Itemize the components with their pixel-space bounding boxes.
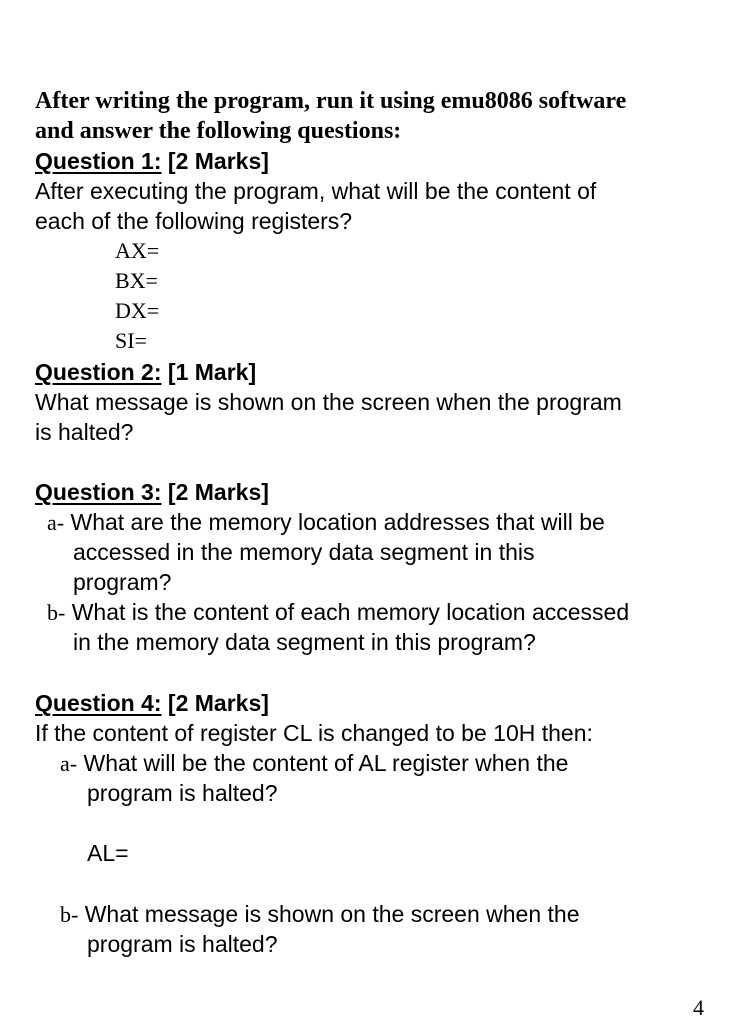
q4-part-a-line-2: program is halted? (87, 780, 278, 806)
q4-al-answer: AL= (87, 840, 129, 866)
q2-text-2: is halted? (35, 419, 134, 445)
q3-b-marker: b- (47, 600, 66, 625)
q3-a-marker: a- (47, 510, 65, 535)
q3-b-text-1: What is the content of each memory location accessed (71, 599, 630, 625)
q4-heading (35, 688, 269, 718)
q4-marks: [2 Marks] (167, 690, 269, 716)
register-ax: AX= (115, 238, 160, 263)
q4-a-marker: a- (60, 751, 78, 776)
q3-marks: [2 Marks] (167, 479, 269, 505)
q2-marks: [1 Mark] (167, 359, 257, 385)
q4-b-marker: b- (60, 902, 79, 927)
q1-marks: [2 Marks] (167, 148, 269, 174)
register-bx: BX= (115, 268, 158, 293)
q3-part-b-line-2: in the memory data segment in this program? (73, 629, 536, 655)
q2-heading (35, 357, 256, 387)
intro-line-2: and answer the following questions: (35, 118, 402, 144)
page-number: 4 (693, 995, 704, 1020)
q4-label: Question 4: (35, 690, 162, 716)
intro-line-1: After writing the program, run it using emu8086 software (35, 88, 627, 114)
q3-part-b-line-1 (47, 597, 629, 628)
q3-a-text-1: What are the memory location addresses that will be (70, 509, 605, 535)
q3-label: Question 3: (35, 479, 162, 505)
register-dx: DX= (115, 298, 160, 323)
q4-a-text-1: What will be the content of AL register when the (83, 750, 569, 776)
q1-label: Question 1: (35, 148, 162, 174)
q4-part-b-line-1 (60, 899, 580, 930)
q4-part-a-line-1 (60, 748, 568, 779)
q3-part-a-line-3: program? (73, 569, 172, 595)
q2-text-1: What message is shown on the screen when the program (35, 389, 622, 415)
q4-text-1: If the content of register CL is changed to be 10H then: (35, 720, 593, 746)
q2-label: Question 2: (35, 359, 162, 385)
q3-part-a-line-1 (47, 507, 605, 538)
q1-text-1: After executing the program, what will be the content of (35, 178, 597, 204)
q3-heading (35, 477, 269, 507)
q4-part-b-line-2: program is halted? (87, 931, 278, 957)
q1-heading (35, 146, 269, 176)
q1-text-2: each of the following registers? (35, 208, 353, 234)
register-si: SI= (115, 328, 147, 353)
q4-b-text-1: What message is shown on the screen when the (84, 901, 580, 927)
q3-part-a-line-2: accessed in the memory data segment in this (73, 539, 535, 565)
